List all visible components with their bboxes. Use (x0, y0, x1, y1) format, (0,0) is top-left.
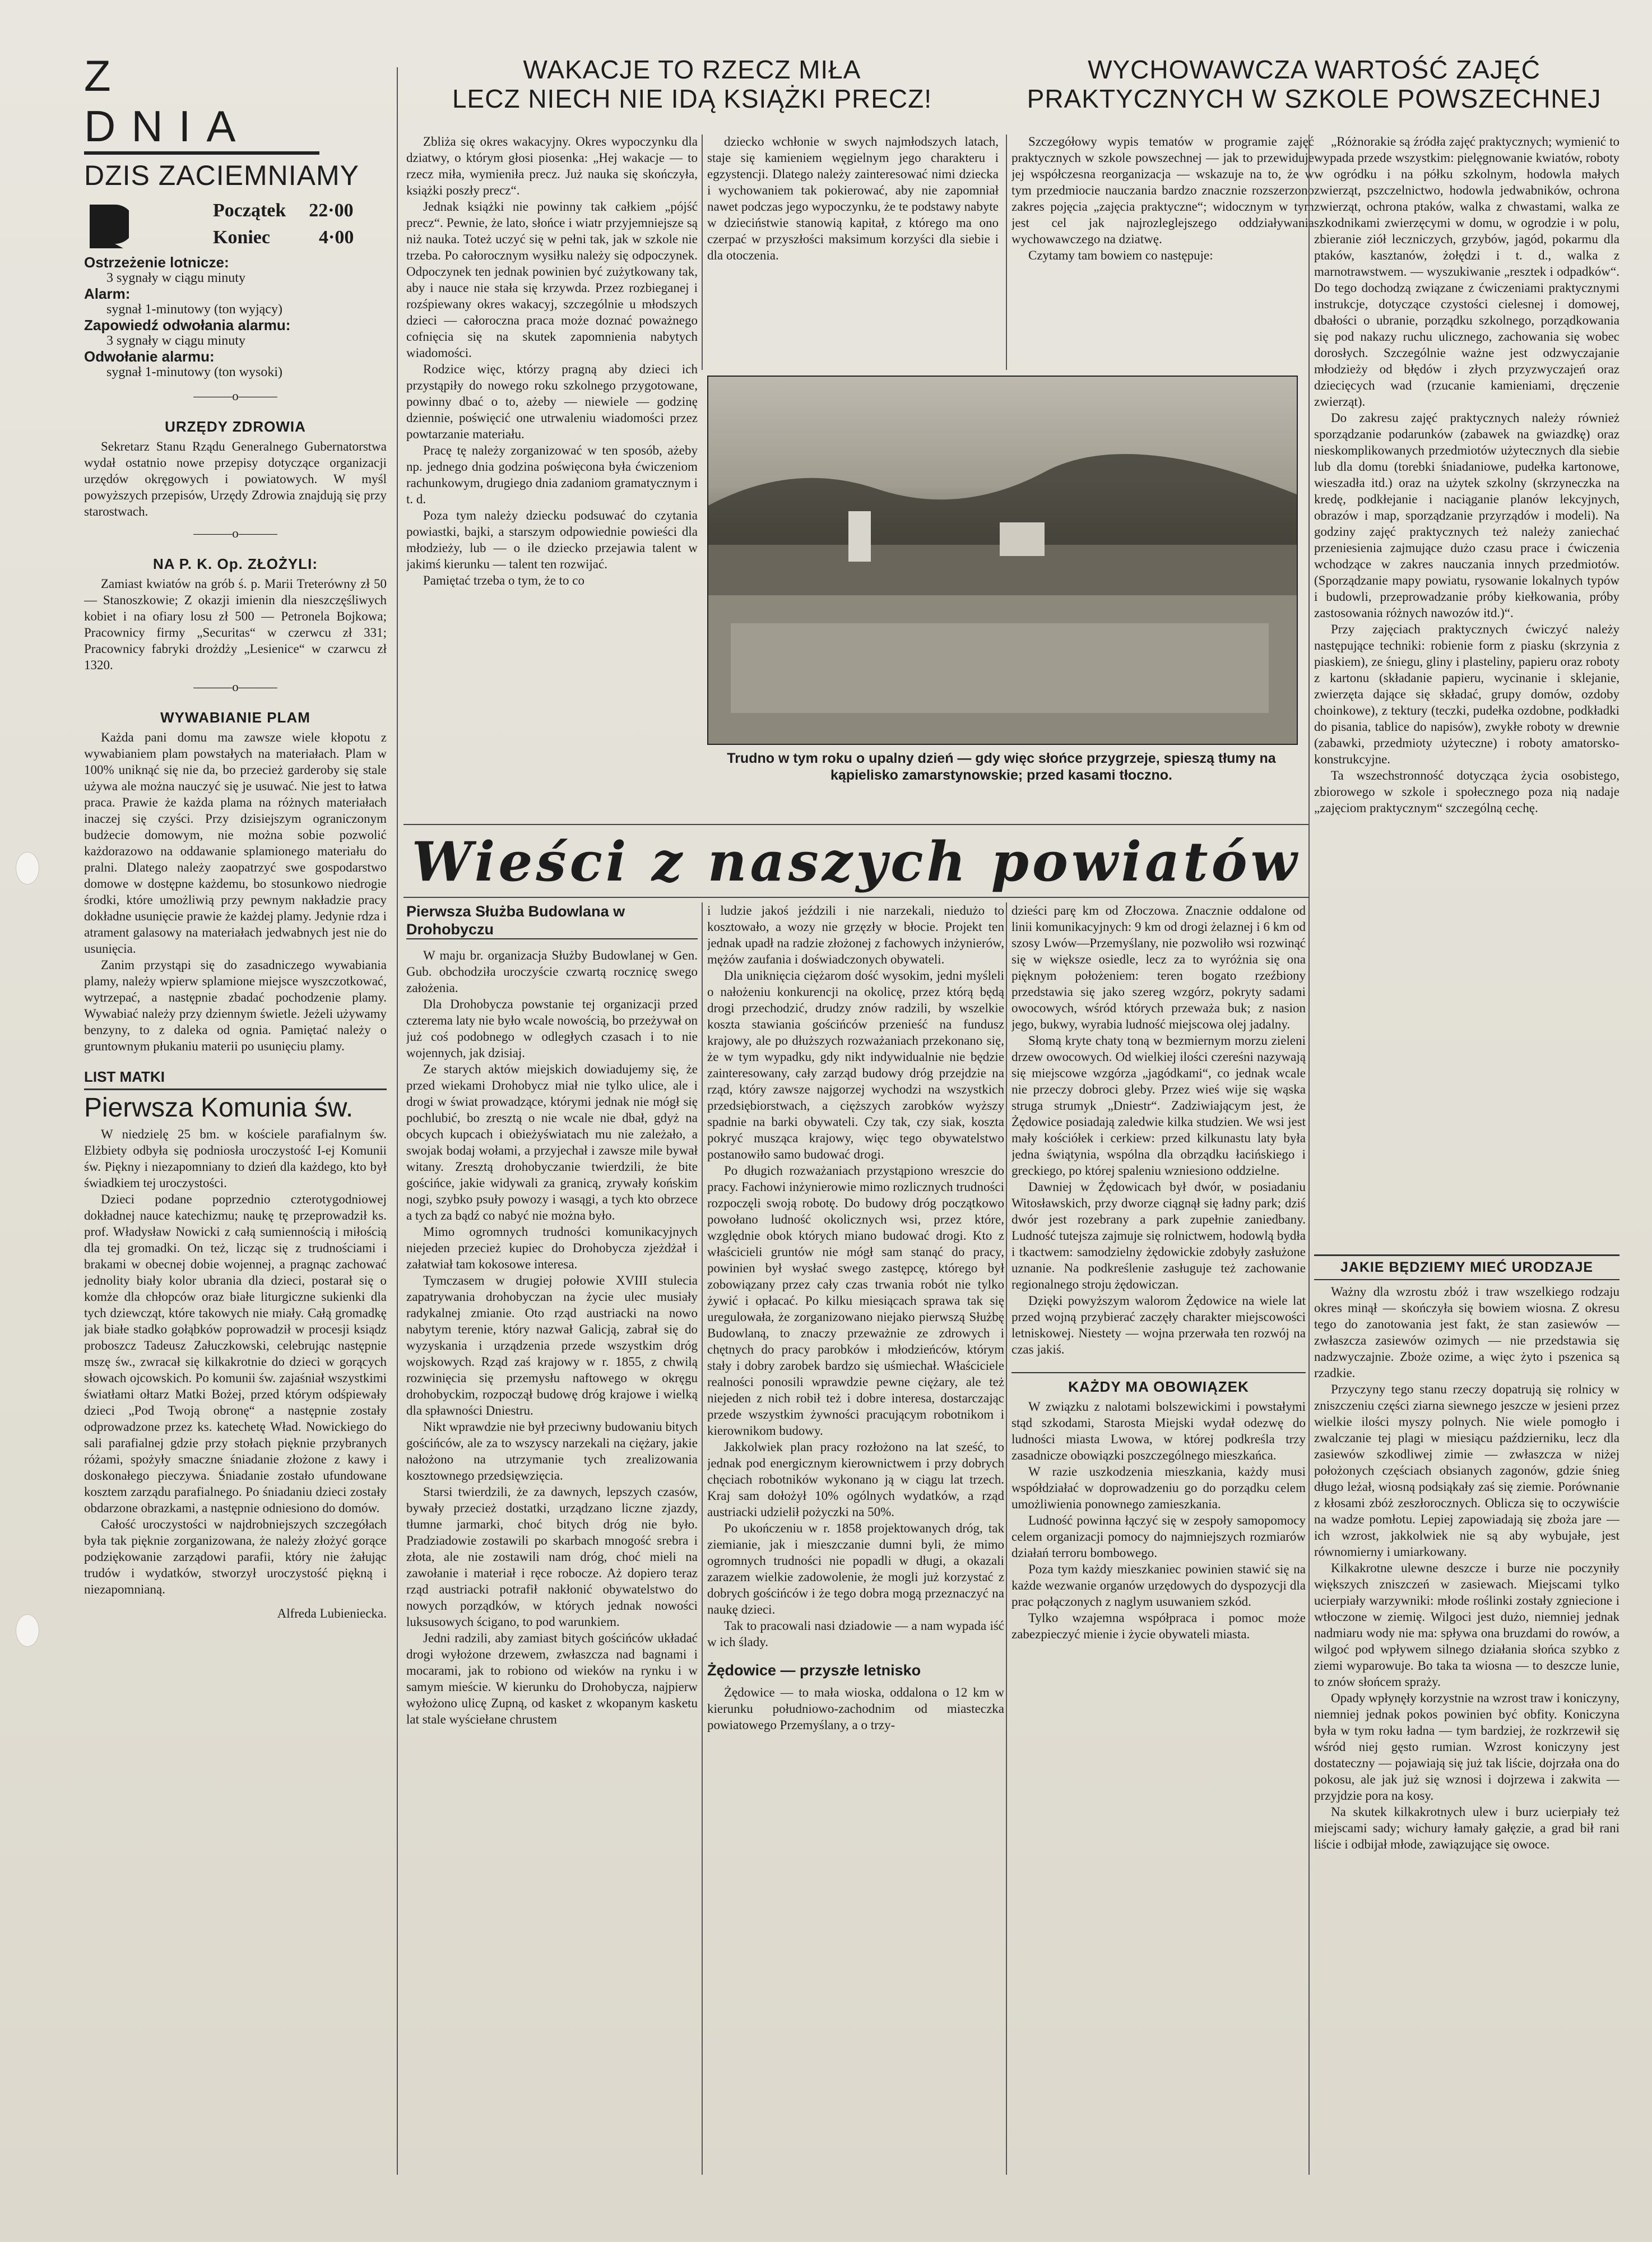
alarm-label: Alarm: (84, 285, 131, 302)
start-time: 22·00 (309, 200, 354, 221)
column-rule (702, 135, 703, 370)
paragraph: Jakkolwiek plan pracy rozłożono na lat sześć, to jednak pod energicznym kierownictwem i przy dobrych chęciach robotników wykonano ją w ciągu lat trzech. Kraj sam dołożył 10% ogólnych wydatków, a rząd austriacki udzielił pożyczki na 50%. (707, 1440, 1004, 1519)
paragraph: Przy zajęciach praktycznych ćwiczyć należy następujące techniki: robienie form z piasku (skrzynia z piaskiem), ze śniegu, gliny i plasteliny, papieru oraz roboty z kartonu (składanie papieru, wycinanie i sklejanie, zwierzęta dające się składać, grupy domów, ozdoby choinkowe), z tektury (teczki, pudełka ozdobne, podkładki do pisania, tablice do napisów), zwykłe roboty w drewnie (zabawki, przedmioty użyteczne) i roboty amatorsko-konstrukcyjne. (1314, 622, 1619, 766)
alarm-label: Zapowiedź odwołania alarmu: (84, 317, 291, 333)
paragraph: Zanim przystąpi się do zasadniczego wywabiania plamy, należy wpierw splamione miejsce wyszczotkować, wytrzepać, a następnie zbadać pochodzenie plamy. Wywabiać należy przy dziennym świetle. Jeżeli używamy benzyny, to z daleka od ognia. Pamiętać należy o gruntownym płukaniu materii po usunięciu plamy. (84, 958, 387, 1053)
section-rule (403, 824, 1308, 825)
column-rule (1308, 135, 1310, 2175)
paragraph: Starsi twierdzili, że za dawnych, lepszych czasów, bywały przecież dostatki, urządzano liczne zjazdy, tłumne jarmarki, choć bitych dróg nie było. Pradziadowie zostawili po skarbach mnogość srebra i złota, ale nie zostawili nam dróg, choć mieli na zawołanie i materiał i ręce robocze. Aż dopiero teraz rząd austriacki potrafił nakłonić obywatelstwo do nowych porządków, w których jednak nowości luksusowych ścigano, to pod warunkiem. (406, 1485, 698, 1629)
paragraph: Zbliża się okres wakacyjny. Okres wypoczynku dla dziatwy, o którym głosi piosenka: „Hej wakacje — to rzecz miła, wymieniła precz. Już nauka się skończyła, książki poszły precz“. (406, 135, 698, 197)
column-rule (397, 67, 398, 2175)
crescent-moon-icon (84, 199, 129, 249)
section-title: JAKIE BĘDZIEMY MIEĆ URODZAJE (1314, 1254, 1619, 1280)
paragraph: Poza tym każdy mieszkaniec powinien stawić się na każde wezwanie organów urzędowych do dyspozycji dla prac połączonych z naglym usuwaniem szkód. (1011, 1562, 1306, 1609)
column-wychowawcza-right (1314, 133, 1619, 1249)
paragraph: Całość uroczystości w najdrobniejszych szczegółach była tak pięknie zorganizowana, że należy złożyć gorące podziękowanie zarządowi parafii, który nie żałując trudów i wydatków, stworzył uroczystość piękną i niezapomnianą. (84, 1517, 387, 1596)
section-title: KAŻDY MA OBOWIĄZEK (1011, 1372, 1306, 1395)
paragraph: Po ukończeniu w r. 1858 projektowanych dróg, tak ziemianie, jak i mieszczanie dumni byli, że mimo ogromnych trudności nie popadli w długi, a okazali zarazem wielkie zadowolenie, że mogli już korzystać z dobrych gościńców i że tego dobra mogą przeznaczyć na naukę dzieci. (707, 1521, 1004, 1616)
paragraph: Ze starych aktów miejskich dowiadujemy się, że przed wiekami Drohobycz miał nie tylko ulice, ale i drogi w świat prowadzące, którymi jednak nie mógł się pochlubić, bo zresztą o nie wcale nie dbał, gdyż na obcych kupcach i obieżyświatach mu nie zależało, a swojak bodaj wołami, a przyjechał i zawsze mile bywał witany. Zresztą drohobyczanie twierdzili, że bite gościńce, jakie widywali za granicą, zrywały końskim nogi, szybko psuły powozy i wasągi, a tych kto obrzece a tych za bądź co nabyć nie można było. (406, 1062, 698, 1222)
alarm-label: Ostrzeżenie lotnicze: (84, 254, 229, 271)
column-rule (1006, 135, 1007, 370)
end-time: 4·00 (318, 227, 354, 248)
headline-line: WAKACJE TO RZECZ MIŁA (523, 55, 861, 84)
author-signature: Alfreda Lubieniecka. (277, 1606, 387, 1620)
start-label: Początek (213, 200, 286, 221)
ornament-divider: ———o——— (193, 680, 277, 694)
headline-line: PRAKTYCZNYCH W SZKOLE POWSZECHNEJ (1027, 84, 1602, 113)
alarm-text: 3 sygnały w ciągu minuty (106, 271, 245, 285)
column-wiesci-b (707, 902, 1004, 2175)
paragraph: Dawniej w Żędowicach był dwór, w posiadaniu Witosławskich, przy dworze ciągnął się ładny park; dziś dwór jest rozebrany a park zupełnie zaniedbany. Ludność tutejsza zajmuje się rolnictwem, hodowlą bydła i tkactwem: samodzielny żędowickie zdobyły zasłużone uznanie. Na podkreślenie zasługuje też zachowanie regionalnego stroju żędowiczan. (1011, 1180, 1306, 1291)
paragraph: Tymczasem w drugiej połowie XVIII stulecia zapatrywania drohobyczan na życie ulec musiały radykalnej zmianie. Oto rząd austriacki na nowo nabytym terenie, który nazwał Galicją, zabrał się do wyzyskania i urządzenia przede wszystkim dróg wojskowych. Rząd zaś krajowy w r. 1855, z chwilą rozwinięcia się przemysłu naftowego w okręgu drohobyckim, rozpoczął budowę dróg krajowe i wielką dla spławności Dniestru. (406, 1273, 698, 1418)
paragraph: W związku z nalotami bolszewickimi i powstałymi stąd szkodami, Starosta Miejski wydał odezwę do ludności miasta Lwowa, w której podkreśla trzy zasadnicze obowiązki poszczególnego mieszkańca. (1011, 1400, 1306, 1462)
masthead-title: Z DNIA (84, 50, 319, 155)
paragraph: W razie uszkodzenia mieszkania, każdy musi współdziałać w doprowadzeniu go do porządku celem umożliwienia ponownego zamieszkania. (1011, 1465, 1306, 1511)
paragraph: Sekretarz Stanu Rządu Generalnego Gubernatorstwa wydał ostatnio nowe przepisy dotyczące organizacji urzędów okręgowych i powiatowych. W myśl powyższych przepisów, Urzędy Zdrowia znajdują się przy starostwach. (84, 439, 387, 518)
section-title: URZĘDY ZDROWIA (165, 418, 306, 435)
section-label: LIST MATKI (84, 1068, 165, 1085)
article-title: Żędowice — przyszłe letnisko (707, 1662, 921, 1679)
paragraph: Jedni radzili, aby zamiast bitych gościńców układać drogi wyłożone drzewem, zwłaszcza nad bagnami i mocarami, jak to robiono od wieków na rynku i w samym mieście. W kierunku do Drohobycza, najpierw wyłożono ulicę Zupną, od kasket z wkopanym kasketu lat stale wyściełane chrustem (406, 1631, 698, 1726)
column-wakacje-left (406, 133, 698, 828)
column-wiesci-a (406, 902, 698, 2175)
end-label: Koniec (213, 227, 270, 248)
alarm-text: sygnał 1-minutowy (ton wyjący) (106, 302, 282, 317)
alarm-text: 3 sygnały w ciągu minuty (106, 333, 245, 348)
paragraph: dzieści parę km od Złoczowa. Znacznie oddalone od linii komunikacyjnych: 9 km od drogi żelaznej i 6 km od szosy Lwów—Przemyślany, nie pozwoliło wsi rozwinąć się w większe osiedle, lecz za to wyróżnia się ona pięknym położeniem: teren bogato rzeźbiony przedstawia się jako szereg wzgórz, pokryty sadami owocowych, wśród których przeważa buk; z nasion jego, bukwy, wyrabia ludność miejscowa olej jadalny. (1011, 904, 1306, 1031)
paragraph: Szczegółowy wypis tematów w programie zajęć praktycznych w szkole powszechnej — jak to przewiduje jej współczesna reorganizacja — wskazuje na to, że w tym przedmiocie nauczania bardzo znacznie rozszerzono zakres pojęcia „zajęcia praktyczne“; widocznym w tym jest cel jak najrozleglejszego oddziaływania wychowawczego na dziatwę. (1011, 135, 1314, 246)
column-wakacje-right (707, 133, 999, 363)
article-title: Pierwsza Służba Budowlana w Drohobyczu (406, 902, 698, 939)
section-title: NA P. K. Op. ZŁOŻYLI: (153, 555, 318, 572)
paragraph: „Różnorakie są źródła zajęć praktycznych; wymienić to wypada przede wszystkim: pielęgnowanie kwiatów, roboty w ogródku i na półku szkolnym, hodowla małych zwierząt, pszczelnictwo, hodowla jedwabników, ochrona zwierząt, ochrona ptaków, walka z chwastami, walka ze szkodnikami zwierzęcymi w domu, w ogrodzie i w polu, zbieranie ziół leczniczych, grzybów, jagód, pokarmu dla ptaków, kasztanów, żołędzi i t. d., walka z marnotrawstwem. — wyszukiwanie „resztek i odpadków“. Do tego dochodzą związane z ćwiczeniami praktycznymi instrukcje, dotyczące czystości cielesnej i domowej, dbałości o ubranie, porządku szkolnego, porządkowania się pod nakazy ruchu ulicznego, zachowania się wobec dorosłych. Szczególnie ważne jest odzwyczajanie młodzieży od błędów i złych przyzwyczajeń oraz dziecięcych wad (rzucanie kamieniami, dręczenie zwierząt). (1314, 135, 1619, 409)
paragraph: Ta wszechstronność dotycząca życia osobistego, zbiorowego w szkole i społecznego poza nią nadaje „zajęciom praktycznym“ szczególną cechę. (1314, 768, 1619, 815)
column-wiesci-c (1011, 902, 1306, 2175)
paragraph: Opady wpłynęły korzystnie na wzrost traw i koniczyny, niemniej jednak pokos powinien być obfity. Koniczyna była w tym roku ładna — tym bardziej, że rozkrzewił się wśród niej gęsto rumian. Wzrost koniczyny jest dostateczny — pojawiają się już tak liście, dojrzała ona do pokosu, ale jak już się wznosi i dojrzewa i zakwita — przyjdzie pora na kosy. (1314, 1691, 1619, 1803)
paragraph: Pracę tę należy zorganizować w ten sposób, ażeby np. jednego dnia godzina poświęcona była ćwiczeniom rachunkowym, drugiego dnia zadaniom gramatycznym i t. d. (406, 443, 698, 506)
alarm-list (84, 254, 387, 380)
section-rule (403, 897, 1308, 898)
paragraph: Ważny dla wzrostu zbóż i traw wszelkiego rodzaju okres minął — skończyła się bowiem wiosna. Z okresu tego do zanotowania jest fakt, że stan zasiewów — zwłaszcza zasiewów ozimych — nie przedstawia się nadzwyczajnie. Zboże ozime, a więc żyto i pszenica są rzadkie. (1314, 1285, 1619, 1380)
ornament-divider: ———o——— (193, 389, 277, 403)
paragraph: Tak to pracowali nasi dziadowie — a nam wypada iść w ich ślady. (707, 1619, 1004, 1649)
blackout-times (84, 194, 387, 254)
alarm-text: sygnał 1-minutowy (ton wysoki) (106, 365, 282, 379)
paragraph: Każda pani domu ma zawsze wiele kłopotu z wywabianiem plam powstałych na materiałach. Plam w 100% uniknąć się nie da, bo przecież garderoby się stale używa ale można nauczyć się je usuwać. Nie jest to łatwa praca. Prawie że każda plama na różnych materiałach inaczej się czyści. Przy dzisiejszym ograniczonym budżecie domowym, nie można sobie pozwolić każdorazowo na oddawanie splamionego materiału do pralni. Dlatego należy zaopatrzyć swe gospodarstwo domowe w dostępne każdemu, bo stosunkowo niedrogie środki, które umożliwią przy pewnym nakładzie pracy dokładne usunięcie prawie że każdej plamy. Jedynie rdza i atrament galasowy na materiałach jedwabnych jest nie do usunięcia. (84, 730, 387, 956)
paragraph: Nikt wprawdzie nie był przeciwny budowaniu bitych gościńców, ale za to wszyscy narzekali na ciężary, jakie nałożono na utrzymanie tych zrealizowania kosztownego przedsięwzięcia. (406, 1420, 698, 1483)
paragraph: Tylko wzajemna współpraca i pomoc może zabezpieczyć mienie i życie obywateli miasta. (1011, 1611, 1306, 1641)
paragraph: Dla Drohobycza powstanie tej organizacji przed czterema laty nie było wcale nowością, bo przeżywał on już coś podobnego w odległych czasach i to nie wojennych, jak dzisiaj. (406, 997, 698, 1060)
paragraph: Zamiast kwiatów na grób ś. p. Marii Treterówny zł 50 — Stanoszkowie; Z okazji imienin dla nieszczęśliwych kobiet i na ofiary losu zł 500 — Petronela Bojkowa; Pracownicy firmy „Securitas“ w czerwcu zł 331; Pracownicy fabryki drożdży „Lesienice“ w czarwcu zł 1320. (84, 577, 387, 672)
photo-scene (708, 377, 1297, 744)
paragraph: i ludzie jakoś jeździli i nie narzekali, niedużo to kosztowało, a wozy nie grzęzły w błocie. Projekt ten jednak upadł na radzie złożonej z fachowych inżynierów, mężów zaufania i doświadczonych obywateli. (707, 904, 1004, 966)
paragraph: Żędowice — to mała wioska, oddalona o 12 km w kierunku południowo-zachodnim od miasteczka powiatowego Przemyślany, a o trzy- (707, 1685, 1004, 1732)
headline-wakacje (403, 55, 981, 113)
headline-line: WYCHOWAWCZA WARTOŚĆ ZAJĘĆ (1088, 55, 1540, 84)
column-urodzaje (1314, 1254, 1619, 2174)
column-rule (1006, 902, 1007, 2175)
paragraph: Jednak książki nie powinny tak całkiem „pójść precz“. Pewnie, że lato, słońce i wiatr przyjemniejsze są niż nauka. Toteż uczyć się w pełni tak, jak w szkole nie trzeba. Po całorocznym wysiłku należy się odpoczynek. Odpoczynek ten jednak powinien być zużytkowany tak, aby i nauce nie stała się krzywda. Przez rozbieganej i rozśpiewany okres wakacyj, szczególnie u młodszych dzieci — całoroczna praca może doznać poważnego cofnięcia się na skutek zapomnienia nabytych wiadomości. (406, 200, 698, 360)
paragraph: Poza tym należy dziecku podsuwać do czytania powiastki, bajki, a starszym odpowiednie powieści dla młodzieży, lub — o ile dziecko przejawia talent w jakimś kierunku — talent ten rozwijać. (406, 508, 698, 571)
paragraph: W niedzielę 25 bm. w kościele parafialnym św. Elżbiety odbyła się podniosła uroczystość I-ej Komunii św. Piękny i niezapomniany to dzień dla każdego, kto był świadkiem tej uroczystości. (84, 1127, 387, 1190)
paragraph: Przyczyny tego stanu rzeczy dopatrują się rolnicy w zniszczeniu części ziarna siewnego jeszcze w jesieni przez wielkie ilości myszy polnych. Nie wiele pomogło i zwalczanie tej plagi w miesiącu październiku, lecz dla zasiewów szkodliwej zimie — zwłaszcza w niżej położonych częściach obsianych zagonów, gdzie śnieg długo leżał, wiosną podsiąkały zaś się ziemie. Porównanie z kłosami zbóż zeszłorocznych. Oblicza się to oczywiście na wadze pomłotu. Lepiej zapowiadają się zboża jare — ich wzrost, jakkolwiek nie są aby wybujałe, jest równomierny i umiarkowany. (1314, 1382, 1619, 1559)
paragraph: Mimo ogromnych trudności komunikacyjnych niejeden przecież kupiec do Drohobycza zjeżdżał i załatwiał tam kokosowe interesa. (406, 1225, 698, 1271)
photo-swimming-pool (707, 376, 1298, 745)
paragraph: Czytamy tam bowiem co następuje: (1028, 248, 1213, 262)
blackout-heading: DZIS ZACIEMNIAMY (84, 160, 360, 191)
paragraph: Rodzice więc, którzy pragną aby dzieci ich przystąpiły do nowego roku szkolnego przygotowane, powinny dbać o to, ażeby — niewiele — godzinę dziennie, poświęcić one utrwaleniu wiadomości przez powtarzanie materiału. (406, 362, 698, 441)
photo-caption: Trudno w tym roku o upalny dzień — gdy więc słońce przygrzeje, spieszą tłumy na kąpielisko zamarstynowskie; przed kasami tłoczno. (727, 751, 1276, 783)
ornament-divider: ———o——— (193, 526, 277, 540)
headline-wychowawcza (1003, 55, 1625, 113)
banner-wiesci: Wieści z naszych powiatów (411, 830, 1301, 893)
paragraph: Ludność powinna łączyć się w zespoły samopomocy celem organizacji pomocy do najmniejszych rozmiarów działań terroru bombowego. (1011, 1513, 1306, 1560)
paragraph: Dla uniknięcia ciężarom dość wysokim, jedni myśleli o nałożeniu konkurencji na okolicę, przez którą będą drogi przechodzić, drudzy znów radzili, by wszelkie koszta stawiania gościńców przenieść na fundusz krajowy, ale po dłuższych rozważaniach przekonano się, że w tym wypadku, gdy nikt indywidualnie nie będzie zainteresowany, cały zarząd budowy dróg przejdzie na rząd, który zawsze najgorzej wychodzi na wszystkich przedsiębiorstwach, a cięższych zarobków wyższy spadnie na barki obywateli. Czy tak, czy siak, koszta pokryć musząca krajowy, więc tego obywatelstwo postanowiło samo budować drogi. (707, 969, 1004, 1161)
column-rule (702, 902, 703, 2175)
headline-line: LECZ NIECH NIE IDĄ KSIĄŻKI PRECZ! (452, 84, 932, 113)
alarm-label: Odwołanie alarmu: (84, 348, 215, 365)
binder-hole (16, 1614, 39, 1647)
paragraph: Dzieci podane poprzednio czterotygodniowej dokładnej nauce katechizmu; naukę tę przeprowadził ks. prof. Władysław Nowicki z całą sumiennością i miłością dla tej gromadki. On też, licząc się z trudnościami i brakami w obecnej dobie wojennej, a pragnąc zachować jednolity biały kolor ubrania dla dzieci, postarał się o komże dla chłopców oraz białe liturgiczne sukienki dla tych dziewcząt, które takowych nie miały. Całą gromadkę jak białe stadko gołąbków poprowadził w procesji ksiądz proboszcz Tadeusz Załuczkowski, celebrując następnie mszę św., zwracał się kilkakrotnie do dzieci w gorących słowach ojcowskich. Po komunii św. zajaśniał wszystkimi światłami ołtarz Matki Bożej, przed którym odśpiewały dzieci „Pod Twoją obronę“ a następnie zostały odprowadzone przez ks. katechetę Wład. Nowickiego do sali parafialnej gdzie przy stołach pięknie przybranych różami, spożyły smaczne śniadanie złożone z kawy i doskonałego pieczywa. Śniadanie zostało ufundowane kosztem zarządu parafialnego. Po śniadaniu dzieci zostały obdarzone obrazkami, a następnie odniesiono do domów. (84, 1192, 387, 1515)
paragraph: Pamiętać trzeba o tym, że to co (423, 573, 585, 587)
paragraph: Do zakresu zajęć praktycznych należy również sporządzanie podarunków (zabawek na gwiazdkę) oraz nieskomplikowanych przedmiotów użytecznych dla siebie lub dla domu (torebki śniadaniowe, pudełka kartonowe, wieszadła itd.) oraz na użytek szkolny (skrzyneczka na kredę, podkłejanie i naciąganie planów lekcyjnych, obrazów i map, sporządzanie przyrządów i modeli). Na godziny zajęć praktycznych też należy zaniechać przeniesienia zajmujące dużo czasu prace i ćwiczenia wchodzące w zakres nauczania innych przedmiotów. (Sporządzanie mapy powiatu, rysowanie lokalnych typów i budowli, przeprowadzanie próby kiełkowania, próby zastosowania różnych nawozów itd.)“. (1314, 411, 1619, 620)
section-title: WYWABIANIE PLAM (160, 709, 310, 726)
paragraph: Po długich rozważaniach przystąpiono wreszcie do pracy. Fachowi inżynierowie mimo rozlicznych trudności rozpoczęli swoją robotę. Do budowy dróg początkowo powołano ludność okolicznych wsi, przez które, względnie obok których miano budować drogi. Kto z właścicieli gruntów nie mógł sam stanąć do pracy, powinien był wysłać swego zastępcę, którego był zobowiązany przez cały czas trwania robót nie tylko żywić i opłacać. Po kilku miesiącach sprawa tak się uregulowała, że zorganizowano niejako pierwszą Służbę Budowlaną, to znaczy przeważnie ze zdrowych i chętnych do pracy parobków i młodzieńców, którym stały i dobry zarobek bardzo się uśmiechał. Właściciele realności ponosili wprawdzie pewne ciężary, ale też niejeden z nich robił też i dobre interesa, dostarczając przede wszystkim żywności pracującym robotnikom i kierownikom budowy. (707, 1164, 1004, 1438)
column-z-dnia (84, 50, 387, 2175)
binder-hole (16, 852, 39, 884)
paragraph: Słomą kryte chaty toną w bezmiernym morzu zieleni drzew owocowych. Od wielkiej ilości czereśni nazywają się miejscowe wzgórza „jagódkami“, co jednak wcale nie przeczy dobroci gleby. Przez wieś wije się wąska struga strumyk „Dniestr“. Zadziwiającym jest, że Żędowice posiadają zaledwie kilka studzien. We wsi jest mały kościółek i cerkiew: przed kilkunastu laty była jedna świątynia, wspólna dla obrządku łacińskiego i greckiego, po której spaleniu wzniesiono oddzielne. (1011, 1034, 1306, 1178)
paragraph: Na skutek kilkakrotnych ulew i burz ucierpiały też miejscami sady; wichury łamały gałęzie, a grad bił rani liście i odbijał młode, zawiązujące się owoce. (1314, 1805, 1619, 1851)
paragraph: dziecko wchłonie w swych najmłodszych latach, staje się kamieniem węgielnym jego charakteru i egzystencji. Dlatego należy zainteresować nimi dziecka i wychowaniem tak pokierować, aby nie zapomniał nawet podczas jego wypoczynku, że te podstawy nabyte w dzieciństwie stanowią kapitał, z którego ma ono czerpać w przyszłości maksimum korzyści dla siebie i dla otoczenia. (707, 135, 999, 262)
column-wychowawcza-left (1011, 133, 1314, 363)
paragraph: W maju br. organizacja Służby Budowlanej w Gen. Gub. obchodziła uroczyście czwartą rocznicę swego założenia. (406, 948, 698, 995)
paragraph: Dzięki powyższym walorom Żędowice na wiele lat przed wojną przybierać zaczęły charakter miejscowości letniskowej. Niestety — wojna przerwała ten rozwój na czas jakiś. (1011, 1294, 1306, 1356)
article-title: Pierwsza Komunia św. (84, 1088, 387, 1126)
paragraph: Kilkakrotne ulewne deszcze i burze nie poczyniły większych zniszczeń w zasiewach. Miejscami tylko ucierpiały warzywniki: młode roślinki zostały zgniecione i wtłoczone w ziemię. Wilgoci jest dużo, niemniej jednak nadmiaru wody nie ma: spływa ona bruzdami do rowów, a wilgoć pod wpływem silnego działania słońca szybko z ziemi wyparowuje. Bo taka ta wiosna — to deszcze lunie, to znów słońcem spraży. (1314, 1561, 1619, 1689)
